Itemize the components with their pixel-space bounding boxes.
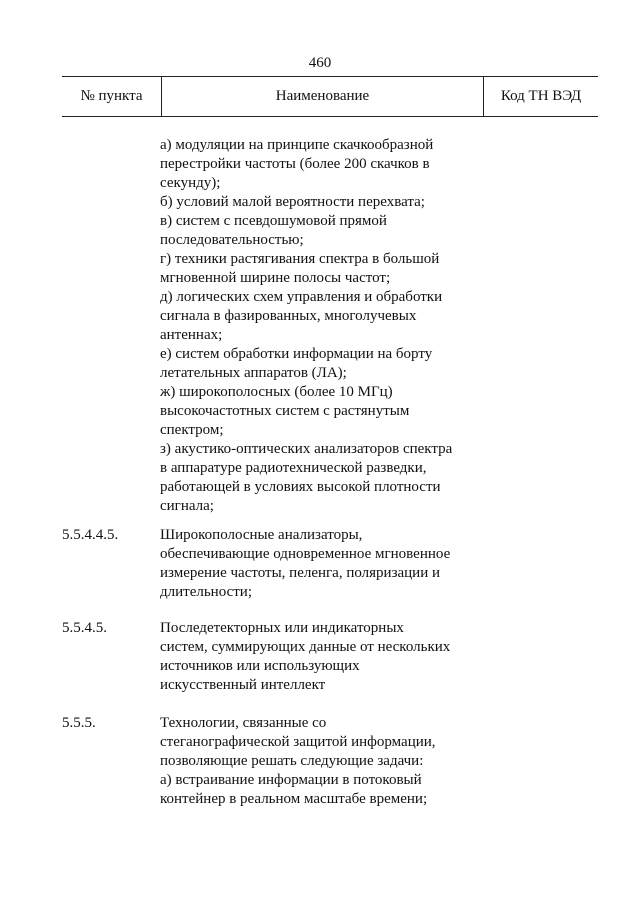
text-line: сигнала; — [160, 498, 214, 514]
text-line: в) систем с псевдошумовой прямой — [160, 213, 387, 229]
header-item-number: № пункта — [80, 88, 143, 104]
text-line: Последетекторных или индикаторных — [160, 620, 404, 636]
text-line: д) логических схем управления и обработки — [160, 289, 443, 305]
text-line: б) условий малой вероятности перехвата; — [160, 194, 425, 210]
text-line: секунду); — [160, 175, 221, 191]
text-line: длительности; — [160, 584, 252, 600]
text-line: антеннах; — [160, 327, 223, 343]
table-header-top-rule — [62, 76, 598, 77]
text-line: перестройки частоты (более 200 скачков в — [160, 156, 430, 172]
entry-number: 5.5.4.4.5. — [62, 527, 119, 543]
text-line: источников или использующих — [160, 658, 360, 674]
text-line: обеспечивающие одновременное мгновенное — [160, 546, 451, 562]
table-header-bottom-rule — [62, 116, 598, 117]
text-line: высокочастотных систем с растянутым — [160, 403, 410, 419]
text-line: систем, суммирующих данные от нескольких — [160, 639, 451, 655]
entry-number: 5.5.5. — [62, 715, 96, 731]
entry-number: 5.5.4.5. — [62, 620, 107, 636]
text-line: е) систем обработки информации на борту — [160, 346, 433, 362]
entry-description — [160, 526, 500, 602]
page-number: 460 — [308, 55, 332, 71]
entry-description — [160, 714, 500, 809]
entry-description — [160, 619, 500, 695]
text-line: в аппаратуре радиотехнической разведки, — [160, 460, 427, 476]
text-line: последовательностью; — [160, 232, 304, 248]
text-line: измерение частоты, пеленга, поляризации и — [160, 565, 441, 581]
continuation-text — [160, 136, 500, 516]
text-line: г) техники растягивания спектра в большой — [160, 251, 440, 267]
text-line: сигнала в фазированных, многолучевых — [160, 308, 417, 324]
header-name: Наименование — [275, 88, 370, 104]
text-line: а) модуляции на принципе скачкообразной — [160, 137, 434, 153]
text-line: контейнер в реальном масштабе времени; — [160, 791, 428, 807]
text-line: летательных аппаратов (ЛА); — [160, 365, 347, 381]
text-line: стеганографической защитой информации, — [160, 734, 436, 750]
text-line: работающей в условиях высокой плотности — [160, 479, 441, 495]
text-line: искусственный интеллект — [160, 677, 326, 693]
text-line: а) встраивание информации в потоковый — [160, 772, 422, 788]
text-line: ж) широкополосных (более 10 МГц) — [160, 384, 393, 400]
text-line: мгновенной ширине полосы частот; — [160, 270, 391, 286]
header-code: Код ТН ВЭД — [500, 88, 582, 104]
text-line: Широкополосные анализаторы, — [160, 527, 363, 543]
text-line: з) акустико-оптических анализаторов спектра — [160, 441, 453, 457]
text-line: спектром; — [160, 422, 224, 438]
text-line: позволяющие решать следующие задачи: — [160, 753, 424, 769]
text-line: Технологии, связанные со — [160, 715, 327, 731]
